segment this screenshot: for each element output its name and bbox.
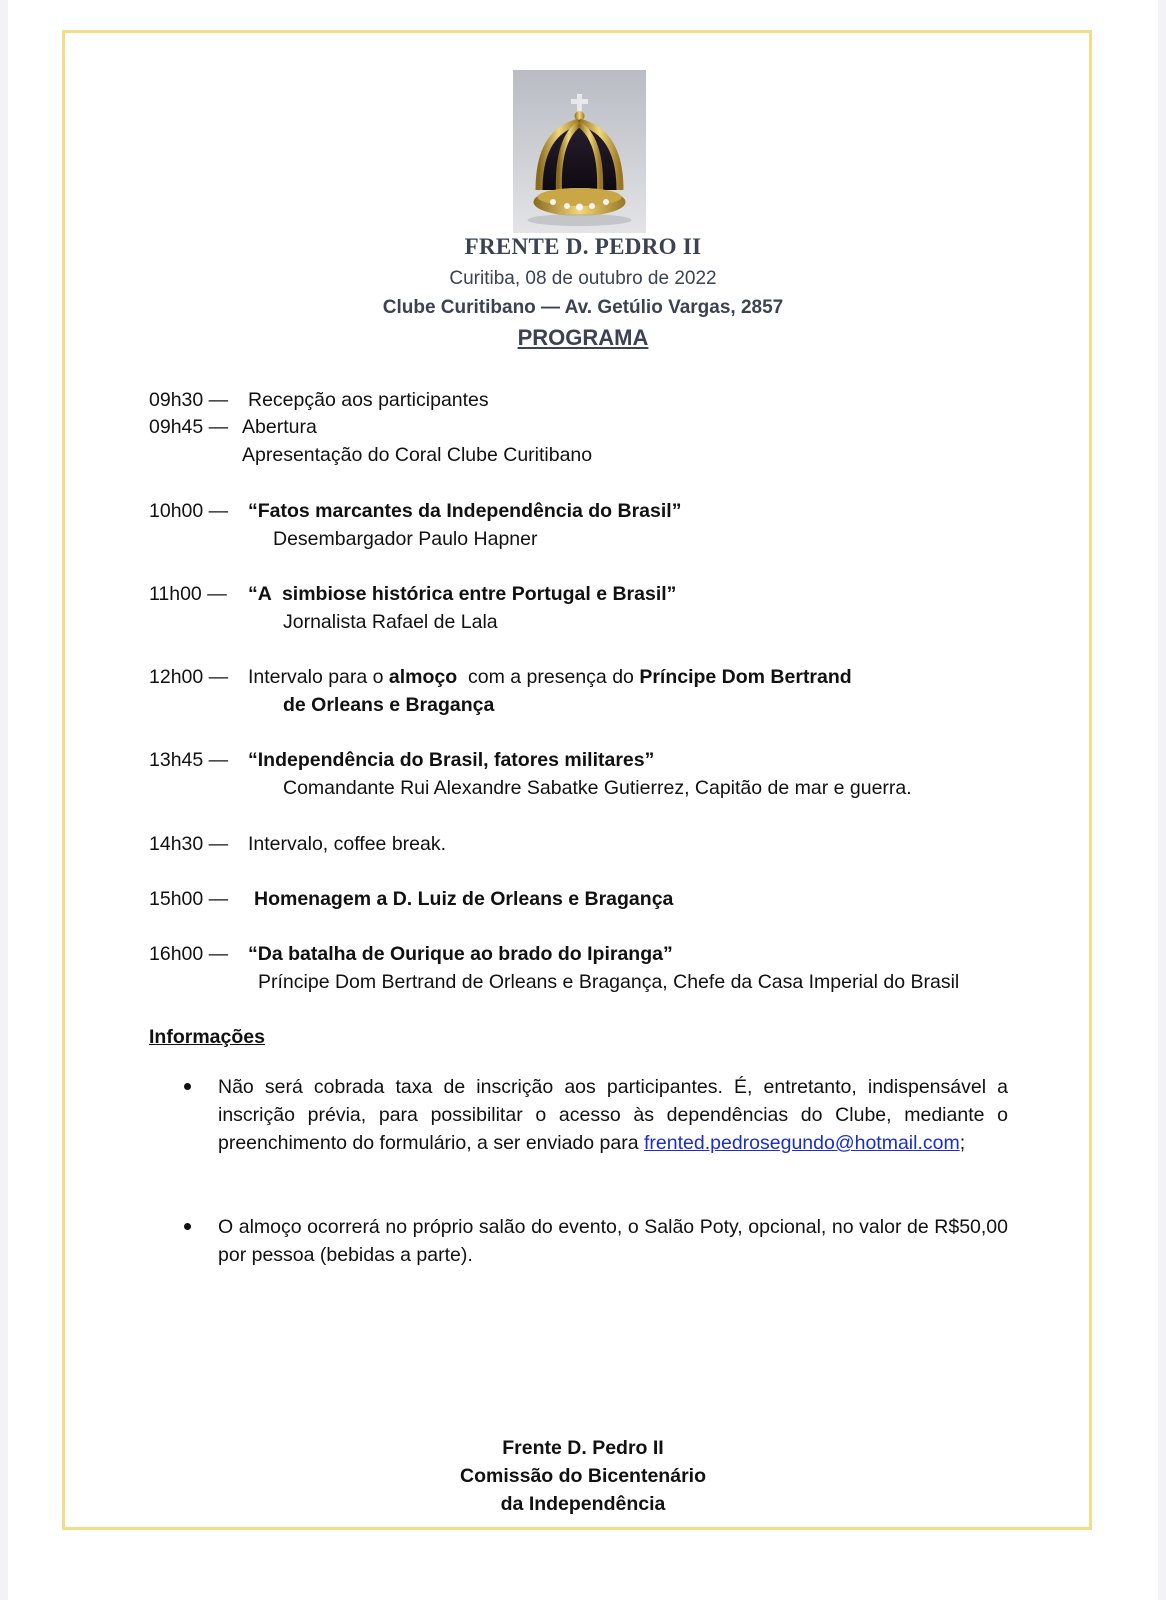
schedule-talk-title: Homenagem a D. Luiz de Orleans e Bragança xyxy=(254,888,674,910)
info-item-registration xyxy=(218,1073,1008,1157)
footer-committee-cont: da Independência xyxy=(500,1493,666,1515)
schedule-time: 09h30 — xyxy=(149,389,229,411)
info-item-lunch: O almoço ocorrerá no próprio salão do evento, o Salão Poty, opcional, no valor de R$50,00 por pessoa (bebidas a parte). xyxy=(218,1216,1008,1266)
schedule-item-subtext: Apresentação do Coral Clube Curitibano xyxy=(242,444,593,466)
info-item-end: ; xyxy=(959,1132,966,1154)
event-date: Curitiba, 08 de outubro de 2022 xyxy=(449,268,717,289)
footer-committee: Comissão do Bicentenário xyxy=(460,1465,706,1487)
schedule-item-text: Abertura xyxy=(242,416,317,438)
document-page xyxy=(8,0,1158,1600)
schedule-text-bold: Príncipe Dom Bertrand xyxy=(639,666,852,688)
schedule-item-continuation: de Orleans e Bragança xyxy=(283,694,495,716)
schedule-time: 11h00 — xyxy=(149,583,227,605)
schedule-text-plain: com a presença do xyxy=(457,666,640,688)
schedule-time: 16h00 — xyxy=(149,943,229,965)
schedule-speaker: Desembargador Paulo Hapner xyxy=(273,528,538,550)
imperial-crown-image xyxy=(513,70,646,233)
event-title: FRENTE D. PEDRO II xyxy=(464,234,702,259)
schedule-speaker: Jornalista Rafael de Lala xyxy=(283,611,498,633)
info-item-text: Não será cobrada taxa de inscrição aos participantes. É, entretanto, indispensável a inscrição prévia, para possibilitar o acesso às dependências do Clube, mediante o preenchimento do formulário, a ser enviado para xyxy=(218,1076,1008,1154)
schedule-talk-title: “Independência do Brasil, fatores militares” xyxy=(248,749,655,771)
schedule-talk-title: “A simbiose histórica entre Portugal e Brasil” xyxy=(248,583,677,605)
email-link[interactable]: frented.pedrosegundo@hotmail.com xyxy=(644,1132,960,1154)
footer-org-name: Frente D. Pedro II xyxy=(502,1437,664,1459)
schedule-item-text: Intervalo, coffee break. xyxy=(248,833,447,855)
schedule-talk-title: “Fatos marcantes da Independência do Brasil” xyxy=(248,500,682,522)
schedule-speaker: Comandante Rui Alexandre Sabatke Gutierrez, Capitão de mar e guerra. xyxy=(283,777,912,799)
schedule-time: 09h45 — xyxy=(149,416,229,438)
schedule-time: 12h00 — xyxy=(149,666,229,688)
schedule-talk-title: “Da batalha de Ourique ao brado do Ipiranga” xyxy=(248,943,673,965)
schedule-time: 15h00 — xyxy=(149,888,229,910)
bullet-icon xyxy=(184,1223,191,1230)
schedule-time: 13h45 — xyxy=(149,749,229,771)
schedule-text-plain: Intervalo para o xyxy=(248,666,389,688)
schedule-item-text xyxy=(248,666,852,689)
bullet-icon xyxy=(184,1083,191,1090)
schedule-text-bold: almoço xyxy=(388,666,458,688)
program-heading: PROGRAMA xyxy=(517,325,649,350)
schedule-item-text: Recepção aos participantes xyxy=(248,389,489,411)
schedule-time: 14h30 — xyxy=(149,833,229,855)
event-venue: Clube Curitibano — Av. Getúlio Vargas, 2857 xyxy=(382,297,784,318)
schedule-time: 10h00 — xyxy=(149,500,229,522)
info-heading: Informações xyxy=(149,1026,265,1048)
schedule-speaker: Príncipe Dom Bertrand de Orleans e Bragança, Chefe da Casa Imperial do Brasil xyxy=(258,971,960,993)
